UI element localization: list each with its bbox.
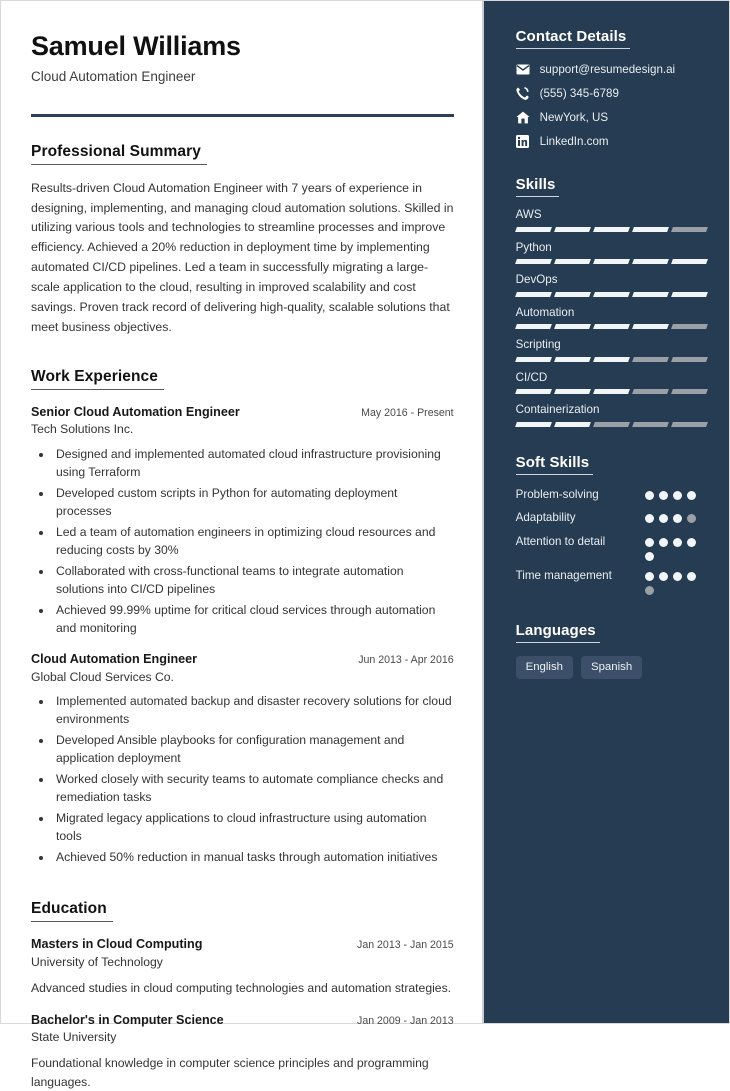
work-bullet: • Achieved 99.99% uptime for critical cloud services through automation and monitoring <box>53 601 454 637</box>
skill-segment <box>515 324 552 329</box>
header-block <box>31 31 454 117</box>
skill-segment <box>554 227 591 232</box>
work-role: Cloud Automation Engineer <box>31 652 198 667</box>
candidate-name: Samuel Williams <box>31 31 241 61</box>
skill-segment <box>593 357 630 362</box>
skill-segment <box>593 292 630 297</box>
skill-list <box>516 208 707 426</box>
envelope-icon <box>516 63 530 77</box>
sidebar <box>482 1 729 1023</box>
soft-skill-rating <box>645 510 707 523</box>
soft-skill-item <box>516 534 707 561</box>
rating-dot <box>645 586 654 595</box>
skill-segment <box>632 227 669 232</box>
sidebar-contact-section <box>516 28 707 149</box>
main-column <box>1 1 482 1089</box>
skill-level-bar <box>516 324 707 329</box>
contact-value: support@resumedesign.ai <box>539 63 676 76</box>
work-entry <box>31 651 454 866</box>
sidebar-title-contact: Contact Details <box>516 28 631 49</box>
rating-dot <box>673 491 682 500</box>
section-education <box>31 900 454 1091</box>
soft-skill-rating <box>645 487 707 500</box>
soft-skill-name: Time management <box>515 568 612 582</box>
skill-segment <box>515 259 552 264</box>
summary-text: Results-driven Cloud Automation Engineer with 7 years of experience in designing, implementing, and managing cloud automation solutions. Skilled in utilizing various tools and technologies to streamline processes and improve efficiency. Achieved a 20% reduction in deployment time by implementing automated CI/CD pipelines. Led a team in successfully migrating a large-scale application to the cloud, resulting in improved scalability and cost savings. Proven track record of delivering high-quality, scalable solutions that meet business objectives. <box>31 180 454 334</box>
skill-level-bar <box>516 227 707 232</box>
rating-dot <box>645 552 654 561</box>
skill-segment <box>554 357 591 362</box>
work-bullets <box>31 445 454 637</box>
rating-dot <box>645 514 654 523</box>
skill-segment <box>554 259 591 264</box>
language-chip: English <box>516 656 573 680</box>
sidebar-title-skills: Skills <box>516 176 560 197</box>
skill-segment <box>515 389 552 394</box>
soft-skill-item <box>516 568 707 595</box>
work-entry <box>31 404 454 637</box>
soft-skill-list <box>516 487 707 595</box>
skill-item <box>516 371 707 394</box>
education-school: State University <box>31 1029 117 1044</box>
work-entry-head <box>31 404 454 420</box>
education-entry <box>31 1012 454 1091</box>
skill-name: Containerization <box>515 403 600 417</box>
skill-segment <box>671 357 708 362</box>
skill-segment <box>593 422 630 427</box>
skill-name: Automation <box>515 305 575 319</box>
skill-segment <box>554 422 591 427</box>
skill-name: Scripting <box>515 338 561 352</box>
skill-segment <box>554 292 591 297</box>
work-role: Senior Cloud Automation Engineer <box>31 404 240 419</box>
skill-segment <box>632 324 669 329</box>
soft-skill-rating <box>645 568 707 595</box>
contact-item-email[interactable] <box>516 62 707 77</box>
work-bullet: • Migrated legacy applications to cloud infrastructure using automation tools <box>53 809 454 845</box>
rating-dot <box>645 491 654 500</box>
skill-name: CI/CD <box>515 370 548 384</box>
skill-segment <box>554 324 591 329</box>
linkedin-icon <box>516 135 530 149</box>
skill-segment <box>593 259 630 264</box>
sidebar-soft-skills-section <box>516 454 707 595</box>
rating-dot <box>687 491 696 500</box>
skill-segment <box>671 259 708 264</box>
rating-dot <box>687 538 696 547</box>
work-entry-head <box>31 651 454 667</box>
skill-name: DevOps <box>515 273 558 287</box>
soft-skill-name: Attention to detail <box>515 534 606 548</box>
education-date: Jan 2013 - Jan 2015 <box>357 939 454 952</box>
work-bullet: • Developed Ansible playbooks for configuration management and application deployment <box>53 731 454 767</box>
contact-item-linkedin[interactable] <box>516 134 707 149</box>
skill-name: AWS <box>515 208 542 222</box>
work-company: Tech Solutions Inc. <box>31 422 134 437</box>
rating-dot <box>687 514 696 523</box>
skill-segment <box>671 324 708 329</box>
language-list <box>516 656 707 680</box>
education-school: University of Technology <box>31 954 163 969</box>
rating-dot <box>645 538 654 547</box>
contact-value: (555) 345-6789 <box>539 87 619 101</box>
soft-skill-item <box>516 510 707 526</box>
skill-segment <box>515 357 552 362</box>
contact-item-location[interactable] <box>516 110 707 125</box>
education-date: Jan 2009 - Jan 2013 <box>357 1014 454 1027</box>
sidebar-skills-section <box>516 176 707 426</box>
work-bullet: • Achieved 50% reduction in manual tasks through automation initiatives <box>53 848 454 866</box>
work-bullet: • Designed and implemented automated cloud infrastructure provisioning using Terraform <box>53 445 454 481</box>
skill-item <box>516 338 707 361</box>
skill-segment <box>515 227 552 232</box>
skill-segment <box>593 324 630 329</box>
contact-list <box>516 62 707 149</box>
skill-segment <box>515 292 552 297</box>
skill-segment <box>554 389 591 394</box>
skill-item <box>516 403 707 426</box>
skill-level-bar <box>516 389 707 394</box>
skill-level-bar <box>516 259 707 264</box>
sidebar-title-languages: Languages <box>516 622 600 643</box>
education-entry <box>31 936 454 997</box>
education-degree: Masters in Cloud Computing <box>31 937 203 952</box>
work-bullet: • Worked closely with security teams to automate compliance checks and remediation tasks <box>53 770 454 806</box>
skill-item <box>516 306 707 329</box>
work-date: May 2016 - Present <box>361 406 454 419</box>
work-bullet: • Implemented automated backup and disaster recovery solutions for cloud environments <box>53 692 454 728</box>
soft-skill-name: Problem-solving <box>515 487 599 501</box>
sidebar-title-soft-skills: Soft Skills <box>516 454 594 475</box>
skill-level-bar <box>516 292 707 297</box>
skill-segment <box>515 422 552 427</box>
education-entry-head <box>31 936 454 952</box>
skill-item <box>516 241 707 264</box>
rating-dot <box>687 572 696 581</box>
soft-skill-rating <box>645 534 707 561</box>
education-description: Foundational knowledge in computer science principles and programming languages. <box>31 1056 429 1089</box>
skill-segment <box>671 389 708 394</box>
soft-skill-item <box>516 487 707 503</box>
rating-dot <box>673 514 682 523</box>
education-description: Advanced studies in cloud computing technologies and automation strategies. <box>31 981 452 996</box>
skill-segment <box>671 227 708 232</box>
section-professional-summary <box>31 143 454 338</box>
work-bullet: • Developed custom scripts in Python for automating deployment processes <box>53 484 454 520</box>
skill-level-bar <box>516 357 707 362</box>
home-icon <box>516 111 530 125</box>
section-work-experience <box>31 368 454 867</box>
language-chip: Spanish <box>581 656 642 680</box>
skill-name: Python <box>515 240 552 254</box>
rating-dot <box>645 572 654 581</box>
skill-segment <box>671 292 708 297</box>
rating-dot <box>659 538 668 547</box>
sidebar-languages-section <box>516 622 707 680</box>
work-bullets <box>31 692 454 866</box>
rating-dot <box>659 572 668 581</box>
skill-segment <box>632 357 669 362</box>
section-title-summary: Professional Summary <box>31 143 207 165</box>
skill-level-bar <box>516 422 707 427</box>
skill-item <box>516 208 707 231</box>
skill-item <box>516 273 707 296</box>
skill-segment <box>593 389 630 394</box>
contact-item-phone[interactable] <box>516 86 707 101</box>
candidate-job-title: Cloud Automation Engineer <box>31 69 196 85</box>
rating-dot <box>673 538 682 547</box>
work-bullet: • Collaborated with cross-functional teams to integrate automation solutions into CI/CD pipelines <box>53 562 454 598</box>
education-degree: Bachelor's in Computer Science <box>31 1012 224 1027</box>
phone-icon <box>516 87 530 101</box>
skill-segment <box>632 389 669 394</box>
contact-value: NewYork, US <box>539 111 609 125</box>
work-bullet: • Led a team of automation engineers in optimizing cloud resources and reducing costs by 30% <box>53 523 454 559</box>
work-company: Global Cloud Services Co. <box>31 669 174 684</box>
skill-segment <box>632 292 669 297</box>
rating-dot <box>659 491 668 500</box>
skill-segment <box>593 227 630 232</box>
work-date: Jun 2013 - Apr 2016 <box>358 654 454 667</box>
education-entry-head <box>31 1012 454 1028</box>
skill-segment <box>632 259 669 264</box>
skill-segment <box>632 422 669 427</box>
section-title-education: Education <box>31 900 113 922</box>
section-title-work: Work Experience <box>31 368 164 390</box>
header-divider <box>31 114 454 117</box>
rating-dot <box>673 572 682 581</box>
soft-skill-name: Adaptability <box>515 511 576 525</box>
rating-dot <box>659 514 668 523</box>
contact-value: LinkedIn.com <box>539 135 609 149</box>
skill-segment <box>671 422 708 427</box>
